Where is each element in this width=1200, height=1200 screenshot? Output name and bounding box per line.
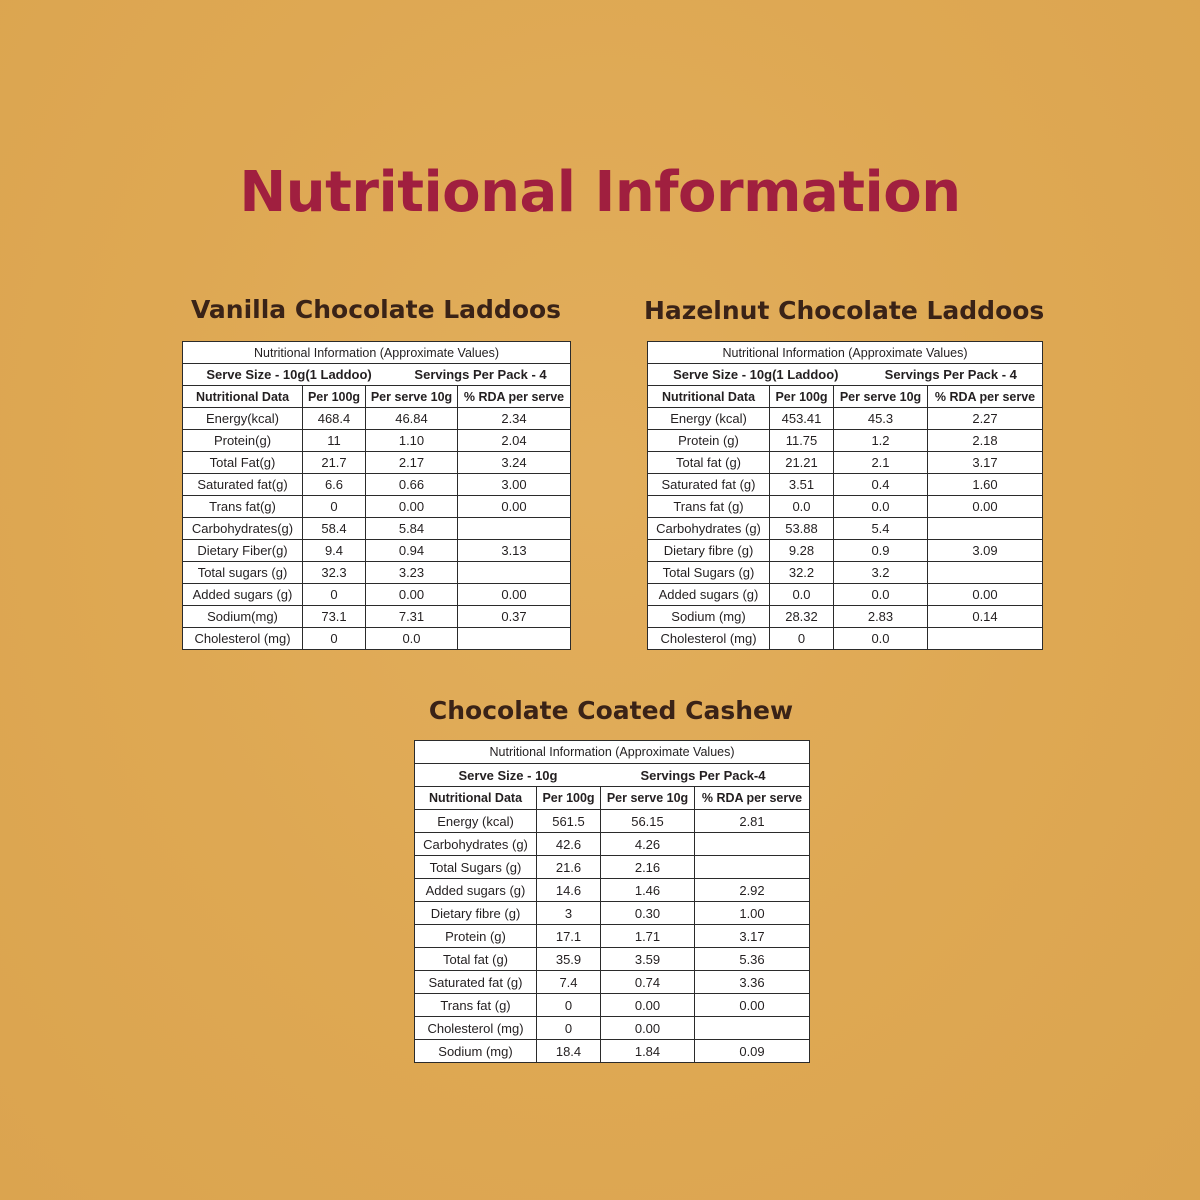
nutrient-name: Added sugars (g): [183, 584, 303, 606]
nutrient-value: 6.6: [303, 474, 366, 496]
nutrient-value: 14.6: [537, 879, 601, 902]
nutrient-name: Protein(g): [183, 430, 303, 452]
serve-size: Serve Size - 10g(1 Laddoo): [673, 367, 839, 382]
nutrient-name: Carbohydrates (g): [415, 833, 537, 856]
column-header: Nutritional Data: [183, 386, 303, 408]
nutrient-value: 4.26: [601, 833, 695, 856]
nutrient-value: 0.9: [834, 540, 928, 562]
nutrient-value: 0.00: [928, 584, 1043, 606]
table-header-row: [415, 787, 810, 810]
nutrient-value: 0.14: [928, 606, 1043, 628]
nutrient-value: 0.37: [458, 606, 571, 628]
column-header: Per 100g: [537, 787, 601, 810]
nutrient-value: 2.16: [601, 856, 695, 879]
nutrient-value: 0.00: [695, 994, 810, 1017]
nutrient-value: [928, 518, 1043, 540]
nutrient-value: 11.75: [770, 430, 834, 452]
nutrient-value: 3.17: [928, 452, 1043, 474]
column-header: Per 100g: [770, 386, 834, 408]
nutrient-name: Energy (kcal): [648, 408, 770, 430]
page-title: Nutritional Information: [239, 160, 961, 225]
nutrient-value: 56.15: [601, 810, 695, 833]
table-row: [183, 606, 571, 628]
table-caption-row: [183, 342, 571, 364]
nutrient-value: 561.5: [537, 810, 601, 833]
nutrient-value: 1.46: [601, 879, 695, 902]
table-row: [415, 994, 810, 1017]
table-row: [415, 971, 810, 994]
nutrient-value: 3.09: [928, 540, 1043, 562]
nutrient-value: 0.0: [366, 628, 458, 650]
nutrient-name: Saturated fat(g): [183, 474, 303, 496]
nutrient-value: 2.83: [834, 606, 928, 628]
nutrient-value: 1.2: [834, 430, 928, 452]
table-row: [648, 408, 1043, 430]
nutrient-value: 0.0: [834, 496, 928, 518]
nutrition-table-hazelnut: [647, 341, 1043, 650]
nutrient-value: 0.00: [601, 1017, 695, 1040]
column-header: Per serve 10g: [834, 386, 928, 408]
serve-size: Serve Size - 10g: [458, 767, 558, 783]
nutrient-value: 73.1: [303, 606, 366, 628]
table-caption: Nutritional Information (Approximate Values): [415, 741, 810, 764]
nutrient-name: Total Sugars (g): [415, 856, 537, 879]
nutrient-value: 0.66: [366, 474, 458, 496]
table-row: [183, 540, 571, 562]
nutrient-value: 0.00: [928, 496, 1043, 518]
table-row: [648, 606, 1043, 628]
nutrient-name: Cholesterol (mg): [648, 628, 770, 650]
column-header: Nutritional Data: [415, 787, 537, 810]
nutrient-value: 58.4: [303, 518, 366, 540]
nutrient-name: Dietary Fiber(g): [183, 540, 303, 562]
nutrition-table-vanilla: [182, 341, 571, 650]
nutrient-value: 2.1: [834, 452, 928, 474]
serve-info-row: [648, 364, 1043, 386]
table-row: [415, 856, 810, 879]
table-caption: Nutritional Information (Approximate Values): [183, 342, 571, 364]
nutrient-name: Saturated fat (g): [648, 474, 770, 496]
serve-info-row: [183, 364, 571, 386]
nutrient-value: 3.59: [601, 948, 695, 971]
nutrient-value: 53.88: [770, 518, 834, 540]
table-row: [648, 540, 1043, 562]
nutrient-name: Total Fat(g): [183, 452, 303, 474]
nutrient-value: 1.71: [601, 925, 695, 948]
nutrient-value: [458, 562, 571, 584]
nutrient-name: Sodium (mg): [415, 1040, 537, 1063]
table-row: [648, 628, 1043, 650]
table-row: [183, 628, 571, 650]
nutrient-value: 2.81: [695, 810, 810, 833]
table-row: [183, 562, 571, 584]
nutrient-value: 9.4: [303, 540, 366, 562]
nutrient-value: 0.4: [834, 474, 928, 496]
product-title-vanilla: Vanilla Chocolate Laddoos: [190, 295, 562, 324]
nutrient-value: 1.10: [366, 430, 458, 452]
nutrient-value: 42.6: [537, 833, 601, 856]
nutrient-value: 0.94: [366, 540, 458, 562]
nutrient-value: [695, 1017, 810, 1040]
column-header: Per serve 10g: [366, 386, 458, 408]
nutrient-value: 0.00: [601, 994, 695, 1017]
nutrient-value: [695, 856, 810, 879]
serve-info-row: [415, 764, 810, 787]
table-row: [415, 902, 810, 925]
table-row: [415, 925, 810, 948]
nutrient-name: Protein (g): [415, 925, 537, 948]
nutrient-value: 21.21: [770, 452, 834, 474]
table-row: [648, 584, 1043, 606]
table-row: [648, 474, 1043, 496]
table-header-row: [183, 386, 571, 408]
table-row: [415, 833, 810, 856]
nutrient-name: Cholesterol (mg): [415, 1017, 537, 1040]
table-row: [183, 584, 571, 606]
nutrient-value: 0.0: [770, 584, 834, 606]
servings-per-pack: Servings Per Pack - 4: [884, 367, 1017, 382]
nutrient-value: 3.36: [695, 971, 810, 994]
nutrient-value: 7.4: [537, 971, 601, 994]
nutrient-value: 0.00: [366, 584, 458, 606]
table-row: [648, 562, 1043, 584]
nutrient-value: 0: [303, 496, 366, 518]
table-row: [183, 452, 571, 474]
nutrient-value: 468.4: [303, 408, 366, 430]
nutrient-name: Cholesterol (mg): [183, 628, 303, 650]
table-header-row: [648, 386, 1043, 408]
nutrient-value: 453.41: [770, 408, 834, 430]
nutrient-value: 2.27: [928, 408, 1043, 430]
column-header: % RDA per serve: [695, 787, 810, 810]
nutrient-name: Trans fat(g): [183, 496, 303, 518]
nutrition-table-cashew: [414, 740, 810, 1063]
nutrient-value: 45.3: [834, 408, 928, 430]
nutrient-value: 1.60: [928, 474, 1043, 496]
table-row: [183, 430, 571, 452]
table-row: [415, 1040, 810, 1063]
nutrient-value: 0.30: [601, 902, 695, 925]
table-row: [415, 1017, 810, 1040]
nutrient-name: Carbohydrates (g): [648, 518, 770, 540]
nutrient-value: [458, 518, 571, 540]
column-header: Per 100g: [303, 386, 366, 408]
nutrient-value: 0.00: [458, 584, 571, 606]
nutrient-name: Protein (g): [648, 430, 770, 452]
nutrient-name: Carbohydrates(g): [183, 518, 303, 540]
table-caption-row: [648, 342, 1043, 364]
nutrient-value: 18.4: [537, 1040, 601, 1063]
table-row: [648, 496, 1043, 518]
nutrient-value: 0: [770, 628, 834, 650]
product-title-hazelnut: Hazelnut Chocolate Laddoos: [644, 296, 1045, 325]
nutrient-value: 5.84: [366, 518, 458, 540]
table-row: [183, 518, 571, 540]
nutrient-value: 35.9: [537, 948, 601, 971]
nutrient-value: 7.31: [366, 606, 458, 628]
nutrient-value: 3.13: [458, 540, 571, 562]
nutrient-value: 0.0: [834, 628, 928, 650]
nutrient-value: [928, 628, 1043, 650]
table-row: [648, 452, 1043, 474]
nutrient-value: [695, 833, 810, 856]
nutrient-value: 0: [303, 584, 366, 606]
table-row: [648, 518, 1043, 540]
nutrient-name: Trans fat (g): [415, 994, 537, 1017]
nutrient-value: 2.17: [366, 452, 458, 474]
nutrient-value: 2.92: [695, 879, 810, 902]
nutrient-value: 0.09: [695, 1040, 810, 1063]
nutrient-value: 0.00: [366, 496, 458, 518]
nutrient-value: 0.00: [458, 496, 571, 518]
nutrient-name: Sodium(mg): [183, 606, 303, 628]
nutrient-value: 5.4: [834, 518, 928, 540]
nutrient-value: [928, 562, 1043, 584]
table-row: [183, 496, 571, 518]
nutrient-value: 3: [537, 902, 601, 925]
table-row: [415, 810, 810, 833]
nutrient-value: 3.17: [695, 925, 810, 948]
nutrient-value: 3.24: [458, 452, 571, 474]
nutrient-value: 3.00: [458, 474, 571, 496]
nutrient-value: 11: [303, 430, 366, 452]
nutrient-value: 46.84: [366, 408, 458, 430]
nutrient-value: 9.28: [770, 540, 834, 562]
serve-info: [183, 364, 571, 386]
nutrient-name: Energy(kcal): [183, 408, 303, 430]
nutrient-name: Added sugars (g): [415, 879, 537, 902]
column-header: % RDA per serve: [928, 386, 1043, 408]
nutrient-value: 21.7: [303, 452, 366, 474]
nutrient-value: 0.0: [770, 496, 834, 518]
nutrient-value: 32.2: [770, 562, 834, 584]
nutrient-name: Added sugars (g): [648, 584, 770, 606]
nutrient-name: Total Sugars (g): [648, 562, 770, 584]
nutrient-value: 0.0: [834, 584, 928, 606]
nutrient-value: 2.18: [928, 430, 1043, 452]
serve-info: [648, 364, 1043, 386]
nutrient-value: 0: [303, 628, 366, 650]
nutrient-value: 21.6: [537, 856, 601, 879]
table-row: [415, 948, 810, 971]
nutrient-name: Dietary fibre (g): [648, 540, 770, 562]
nutrient-value: [458, 628, 571, 650]
serve-size: Serve Size - 10g(1 Laddoo): [206, 367, 372, 382]
table-caption-row: [415, 741, 810, 764]
column-header: % RDA per serve: [458, 386, 571, 408]
nutrient-value: 5.36: [695, 948, 810, 971]
table-row: [415, 879, 810, 902]
nutrient-value: 0: [537, 1017, 601, 1040]
table-row: [648, 430, 1043, 452]
table-row: [183, 474, 571, 496]
nutrient-value: 17.1: [537, 925, 601, 948]
column-header: Per serve 10g: [601, 787, 695, 810]
nutrient-name: Trans fat (g): [648, 496, 770, 518]
servings-per-pack: Servings Per Pack - 4: [414, 367, 547, 382]
nutrient-value: 3.51: [770, 474, 834, 496]
nutrient-name: Total fat (g): [648, 452, 770, 474]
nutrient-name: Saturated fat (g): [415, 971, 537, 994]
nutrient-name: Total fat (g): [415, 948, 537, 971]
table-caption: Nutritional Information (Approximate Values): [648, 342, 1043, 364]
nutrient-value: 2.04: [458, 430, 571, 452]
nutrient-value: 28.32: [770, 606, 834, 628]
nutrient-name: Total sugars (g): [183, 562, 303, 584]
servings-per-pack: Servings Per Pack-4: [640, 767, 766, 783]
nutrient-value: 0.74: [601, 971, 695, 994]
nutrient-value: 3.2: [834, 562, 928, 584]
nutrient-value: 2.34: [458, 408, 571, 430]
nutrient-name: Dietary fibre (g): [415, 902, 537, 925]
table-row: [183, 408, 571, 430]
nutrient-value: 32.3: [303, 562, 366, 584]
nutrient-value: 0: [537, 994, 601, 1017]
nutrient-name: Sodium (mg): [648, 606, 770, 628]
serve-info: [415, 764, 810, 787]
nutrient-name: Energy (kcal): [415, 810, 537, 833]
column-header: Nutritional Data: [648, 386, 770, 408]
nutrient-value: 1.84: [601, 1040, 695, 1063]
product-title-cashew: Chocolate Coated Cashew: [428, 696, 794, 725]
nutrient-value: 1.00: [695, 902, 810, 925]
nutrient-value: 3.23: [366, 562, 458, 584]
